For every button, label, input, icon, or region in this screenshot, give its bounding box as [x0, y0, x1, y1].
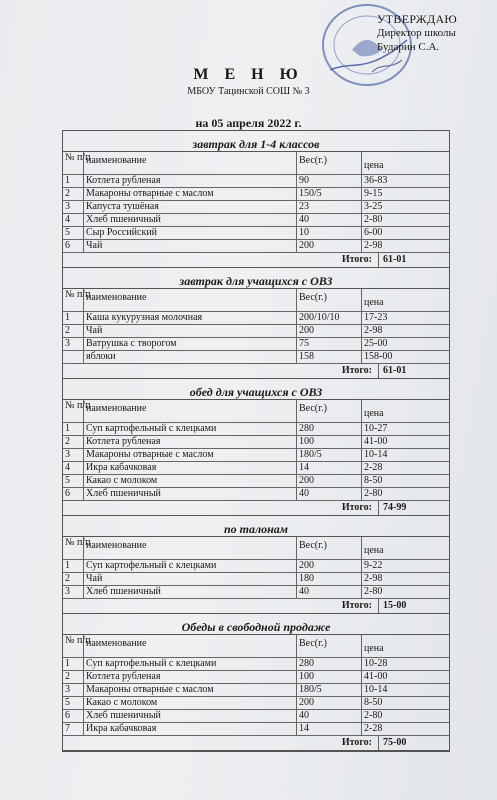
row-number: 4 [63, 462, 84, 474]
dish-name: Макароны отварные с маслом [84, 449, 297, 461]
table-header-row [63, 635, 449, 658]
row-number: 3 [63, 338, 84, 350]
dish-price: 158-00 [364, 351, 393, 362]
table-row [63, 723, 449, 736]
menu-section [63, 614, 449, 751]
dish-name: Суп картофельный с клецками [84, 658, 297, 670]
table-header-row [63, 289, 449, 312]
header-price: цена [364, 160, 384, 171]
header-name: наименование [84, 152, 297, 174]
dish-weight: 40 [297, 214, 362, 226]
dish-name: Ватрушка с творогом [84, 338, 297, 350]
table-row [63, 312, 449, 325]
dish-weight: 180/5 [297, 684, 362, 696]
table-row [63, 462, 449, 475]
dish-price: 2-80 [364, 586, 383, 597]
total-value: 75-00 [378, 736, 449, 750]
approval-heading: УТВЕРЖДАЮ [377, 12, 458, 26]
header-price: цена [364, 408, 384, 419]
table-row [63, 240, 449, 253]
section-total-row [63, 736, 449, 751]
section-total-row [63, 501, 449, 516]
row-number: 1 [63, 560, 84, 572]
row-number: 3 [63, 586, 84, 598]
dish-price: 17-23 [364, 312, 388, 323]
table-header-row [63, 152, 449, 175]
menu-section [63, 516, 449, 614]
total-value: 15-00 [378, 599, 449, 613]
dish-price: 2-28 [364, 462, 383, 473]
table-row [63, 560, 449, 573]
row-number: 5 [63, 475, 84, 487]
dish-price: 10-14 [364, 684, 388, 695]
dish-name: Котлета рубленая [84, 175, 297, 187]
dish-price: 25-00 [364, 338, 388, 349]
dish-name: Икра кабачковая [84, 723, 297, 735]
menu-table [62, 130, 450, 752]
dish-weight: 180 [297, 573, 362, 585]
dish-price: 2-98 [364, 325, 383, 336]
row-number: 2 [63, 671, 84, 683]
row-number: 3 [63, 684, 84, 696]
dish-price: 2-98 [364, 573, 383, 584]
table-row [63, 710, 449, 723]
dish-name: Суп картофельный с клецками [84, 560, 297, 572]
section-total-row [63, 253, 449, 268]
approval-position: Директор школы [377, 27, 456, 39]
dish-name: Чай [84, 325, 297, 337]
total-label: Итого: [341, 502, 372, 513]
dish-price: 36-83 [364, 175, 388, 186]
dish-name: Какао с молоком [84, 475, 297, 487]
dish-price: 41-00 [364, 671, 388, 682]
header-name: наименование [84, 537, 297, 559]
dish-price: 10-27 [364, 423, 388, 434]
dish-weight: 40 [297, 488, 362, 500]
table-row [63, 573, 449, 586]
dish-price: 8-50 [364, 697, 383, 708]
row-number: 2 [63, 325, 84, 337]
dish-weight: 200 [297, 325, 362, 337]
table-row [63, 658, 449, 671]
row-number: 6 [63, 488, 84, 500]
total-label: Итого: [341, 365, 372, 376]
section-total-row [63, 599, 449, 614]
dish-weight: 280 [297, 658, 362, 670]
row-number: 1 [63, 423, 84, 435]
row-number: 5 [63, 227, 84, 239]
row-number: 7 [63, 723, 84, 735]
dish-weight: 23 [297, 201, 362, 213]
dish-price: 9-15 [364, 188, 383, 199]
header-weight: Вес(г.) [297, 537, 362, 559]
header-price: цена [364, 545, 384, 556]
dish-name: Хлеб пшеничный [84, 586, 297, 598]
row-number: 2 [63, 188, 84, 200]
row-number: 1 [63, 175, 84, 187]
dish-name: Котлета рубленая [84, 671, 297, 683]
menu-section [63, 131, 449, 268]
section-title: обед для учащихся с ОВЗ [63, 379, 449, 400]
dish-name: Хлеб пшеничный [84, 488, 297, 500]
header-num: № п/п [63, 400, 84, 422]
dish-price: 6-00 [364, 227, 383, 238]
table-row [63, 423, 449, 436]
menu-title: М Е Н Ю [193, 66, 304, 83]
table-header-row [63, 400, 449, 423]
dish-weight: 40 [297, 586, 362, 598]
dish-weight: 100 [297, 671, 362, 683]
menu-section [63, 268, 449, 379]
table-row [63, 436, 449, 449]
dish-price: 2-80 [364, 488, 383, 499]
dish-price: 8-50 [364, 475, 383, 486]
dish-price: 2-98 [364, 240, 383, 251]
header-num: № п/п [63, 289, 84, 311]
dish-weight: 150/5 [297, 188, 362, 200]
dish-name: Макароны отварные с маслом [84, 188, 297, 200]
total-value: 74-99 [378, 501, 449, 515]
table-row [63, 325, 449, 338]
dish-name: Чай [84, 240, 297, 252]
header-weight: Вес(г.) [297, 400, 362, 422]
table-row [63, 338, 449, 351]
header-weight: Вес(г.) [297, 635, 362, 657]
table-row [63, 488, 449, 501]
table-header-row [63, 537, 449, 560]
table-row [63, 697, 449, 710]
row-number: 5 [63, 697, 84, 709]
section-title: завтрак для 1-4 классов [63, 131, 449, 152]
total-label: Итого: [341, 737, 372, 748]
table-row [63, 684, 449, 697]
table-row [63, 671, 449, 684]
dish-weight: 200 [297, 560, 362, 572]
dish-name: Хлеб пшеничный [84, 214, 297, 226]
dish-name: Котлета рубленая [84, 436, 297, 448]
table-row [63, 188, 449, 201]
table-row [63, 175, 449, 188]
dish-name: Каша кукурузная молочная [84, 312, 297, 324]
table-row [63, 201, 449, 214]
dish-weight: 14 [297, 462, 362, 474]
dish-price: 2-28 [364, 723, 383, 734]
dish-name: Макароны отварные с маслом [84, 684, 297, 696]
dish-weight: 200/10/10 [297, 312, 362, 324]
dish-name: Капуста тушёная [84, 201, 297, 213]
header-price: цена [364, 643, 384, 654]
menu-section [63, 379, 449, 516]
header-weight: Вес(г.) [297, 152, 362, 174]
section-title: по талонам [63, 516, 449, 537]
total-label: Итого: [341, 254, 372, 265]
approval-block [377, 12, 497, 54]
total-value: 61-01 [378, 364, 449, 378]
row-number: 4 [63, 214, 84, 226]
table-row [63, 351, 449, 364]
table-row [63, 475, 449, 488]
total-label: Итого: [341, 600, 372, 611]
dish-name: Сыр Российский [84, 227, 297, 239]
dish-weight: 90 [297, 175, 362, 187]
dish-weight: 200 [297, 240, 362, 252]
row-number: 3 [63, 201, 84, 213]
table-row [63, 214, 449, 227]
section-title: завтрак для учащихся с ОВЗ [63, 268, 449, 289]
dish-weight: 180/5 [297, 449, 362, 461]
dish-price: 2-80 [364, 710, 383, 721]
header-weight: Вес(г.) [297, 289, 362, 311]
header-name: наименование [84, 400, 297, 422]
dish-weight: 280 [297, 423, 362, 435]
row-number: 2 [63, 436, 84, 448]
row-number: 2 [63, 573, 84, 585]
table-row [63, 227, 449, 240]
dish-price: 10-28 [364, 658, 388, 669]
dish-price: 10-14 [364, 449, 388, 460]
row-number: 1 [63, 312, 84, 324]
table-row [63, 586, 449, 599]
row-number [63, 351, 84, 363]
dish-name: Какао с молоком [84, 697, 297, 709]
dish-name: Суп картофельный с клецками [84, 423, 297, 435]
row-number: 6 [63, 710, 84, 722]
approval-name: Бударин С.А. [377, 41, 440, 53]
row-number: 6 [63, 240, 84, 252]
total-value: 61-01 [378, 253, 449, 267]
dish-price: 41-00 [364, 436, 388, 447]
dish-weight: 75 [297, 338, 362, 350]
header-num: № п/п [63, 537, 84, 559]
dish-weight: 10 [297, 227, 362, 239]
dish-name: Чай [84, 573, 297, 585]
dish-weight: 200 [297, 697, 362, 709]
dish-price: 3-25 [364, 201, 383, 212]
section-total-row [63, 364, 449, 379]
dish-price: 9-22 [364, 560, 383, 571]
dish-price: 2-80 [364, 214, 383, 225]
dish-weight: 40 [297, 710, 362, 722]
dish-name: Хлеб пшеничный [84, 710, 297, 722]
header-price: цена [364, 297, 384, 308]
dish-name: Икра кабачковая [84, 462, 297, 474]
header-name: наименование [84, 289, 297, 311]
header-name: наименование [84, 635, 297, 657]
dish-weight: 158 [297, 351, 362, 363]
section-title: Обеды в свободной продаже [63, 614, 449, 635]
dish-weight: 100 [297, 436, 362, 448]
row-number: 1 [63, 658, 84, 670]
header-num: № п/п [63, 635, 84, 657]
header-num: № п/п [63, 152, 84, 174]
dish-weight: 200 [297, 475, 362, 487]
school-name: МБОУ Тацинской СОШ № 3 [187, 86, 310, 97]
dish-name: яблоки [84, 351, 297, 363]
menu-date: на 05 апреля 2022 г. [195, 116, 302, 130]
row-number: 3 [63, 449, 84, 461]
table-row [63, 449, 449, 462]
dish-weight: 14 [297, 723, 362, 735]
